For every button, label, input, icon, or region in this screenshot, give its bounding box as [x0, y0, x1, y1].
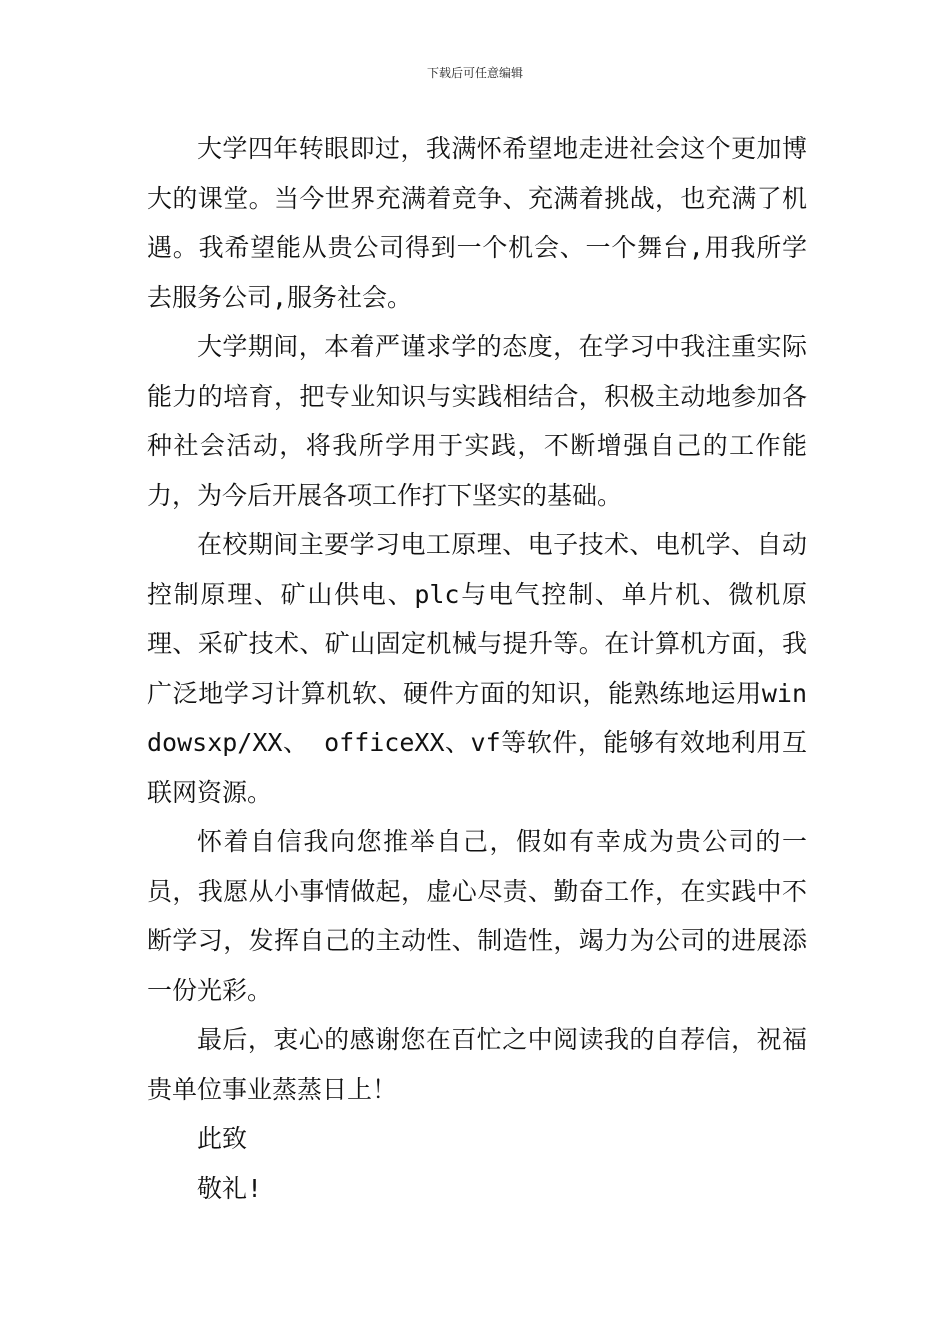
- closing-salutation: 此致: [197, 1124, 248, 1153]
- paragraph-university: 大学期间，本着严谨求学的态度，在学习中我注重实际能力的培育，把专业知识与实践相结合，积极主动地参加各种社会活动，将我所学用于实践，不断增强自己的工作能力，为今后开展各项工作打下坚实的基础。: [147, 332, 807, 510]
- paragraph-commitment: 怀着自信我向您推举自己，假如有幸成为贵公司的一员，我愿从小事情做起，虚心尽责、勤奋工作，在实践中不断学习，发挥自己的主动性、制造性，竭力为公司的进展添一份光彩。: [147, 827, 807, 1005]
- closing-regards: 敬礼!: [197, 1173, 263, 1203]
- paragraph-thanks: 最后，衷心的感谢您在百忙之中阅读我的自荐信，祝福贵单位事业蒸蒸日上！: [147, 1025, 807, 1104]
- letter-body: [147, 124, 807, 1213]
- paragraph-courses: 在校期间主要学习电工原理、电子技术、电机学、自动控制原理、矿山供电、plc与电气控制、单片机、微机原理、采矿技术、矿山固定机械与提升等。在计算机方面，我广泛地学习计算机软、硬件方面的知识，能熟练地运用windowsxp/XX、 officeXX、vf等软件，能够有效地利用互联网资源。: [147, 530, 807, 807]
- paragraph-intro: 大学四年转眼即过，我满怀希望地走进社会这个更加博大的课堂。当今世界充满着竞争、充满着挑战，也充满了机遇。我希望能从贵公司得到一个机会、一个舞台,用我所学去服务公司,服务社会。: [147, 134, 807, 312]
- page-header-note: 下载后可任意编辑: [426, 66, 523, 80]
